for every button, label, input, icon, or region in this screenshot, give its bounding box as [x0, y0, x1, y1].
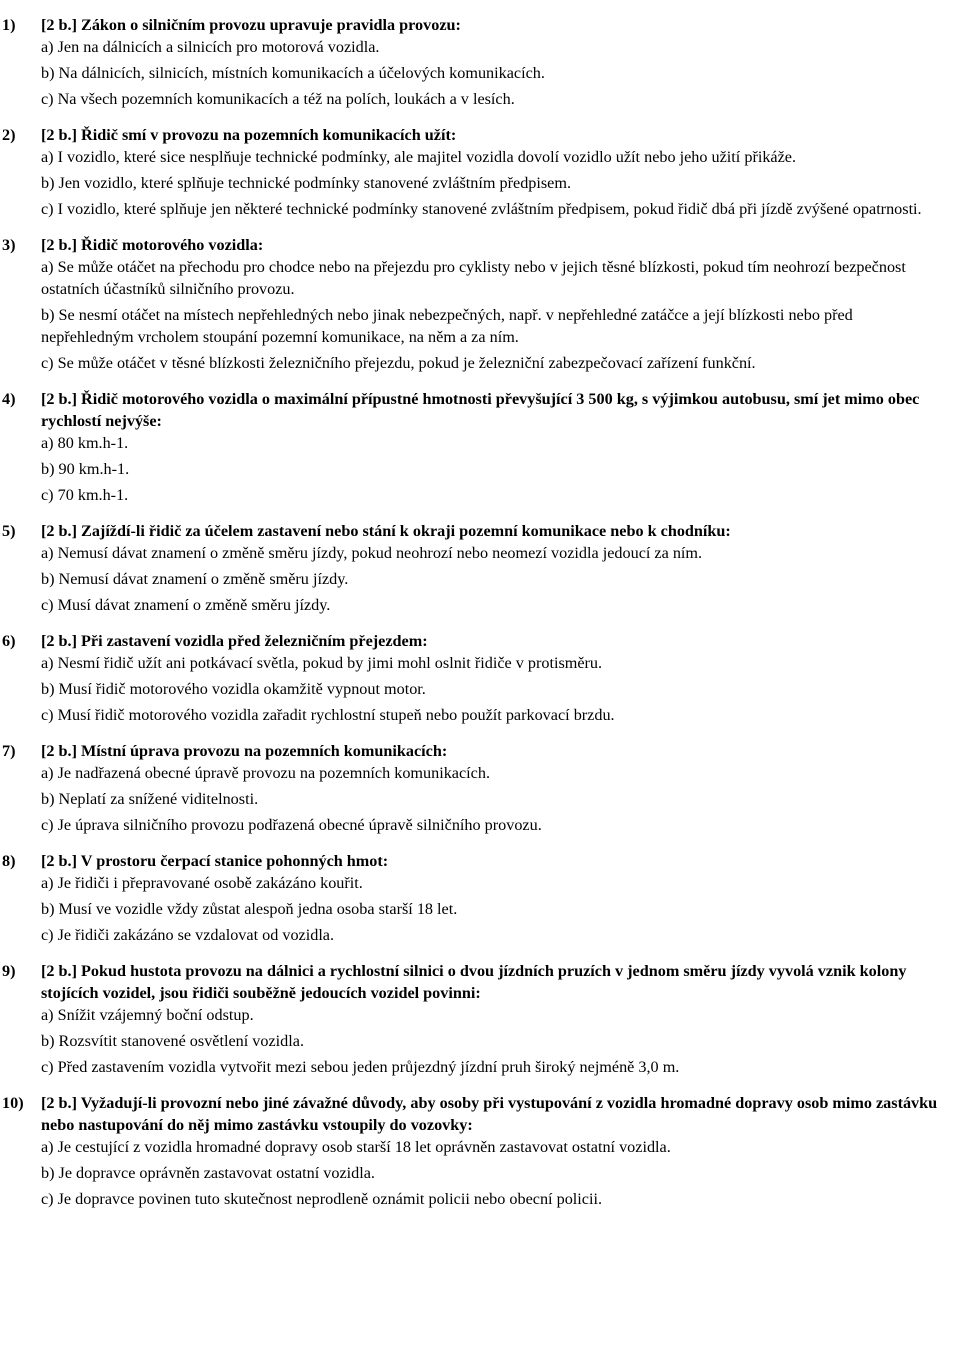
question-text: Řidič smí v provozu na pozemních komunikacích užít:: [81, 126, 457, 144]
question-number: 4): [2, 390, 16, 408]
answer-b: b) Na dálnicích, silnicích, místních komunikacích a účelových komunikacích.: [41, 64, 545, 82]
question-9: [0, 960, 940, 1078]
question-text: Zajíždí-li řidič za účelem zastavení nebo stání k okraji pozemní komunikace nebo k chodníku:: [81, 522, 731, 540]
question-number: 9): [2, 962, 16, 980]
question-points: [2 b.]: [41, 742, 77, 760]
answer-a: a) Je nadřazená obecné úpravě provozu na pozemních komunikacích.: [41, 764, 490, 782]
answer-b: b) Neplatí za snížené viditelnosti.: [41, 790, 259, 808]
answer-c: c) I vozidlo, které splňuje jen některé technické podmínky stanovené zvláštním předpisem, pokud řidič dbá při jízdě zvýšené opatrnosti.: [41, 200, 922, 218]
question-2: [0, 124, 940, 220]
question-10: [0, 1092, 940, 1210]
question-7: [0, 740, 940, 836]
question-6: [0, 630, 940, 726]
question-number: 5): [2, 522, 16, 540]
answer-c: c) Musí řidič motorového vozidla zařadit rychlostní stupeň nebo použít parkovací brzdu.: [41, 706, 615, 724]
answer-a: a) Snížit vzájemný boční odstup.: [41, 1006, 254, 1024]
question-number: 7): [2, 742, 16, 760]
answer-a: a) Je cestující z vozidla hromadné dopravy osob starší 18 let oprávněn zastavovat ostatní vozidla.: [41, 1138, 671, 1156]
question-text: Zákon o silničním provozu upravuje pravidla provozu:: [81, 16, 461, 34]
answer-a: a) I vozidlo, které sice nesplňuje technické podmínky, ale majitel vozidla dovolí vozidlo užít nebo jeho užití přikáže.: [41, 148, 797, 166]
question-4: [0, 388, 940, 506]
answer-c: c) Musí dávat znamení o změně směru jízdy.: [41, 596, 331, 614]
answer-a: a) Se může otáčet na přechodu pro chodce nebo na přejezdu pro cyklisty nebo v jejich těsné blízkosti, pokud tím neohrozí bezpečnost ostatních účastníků silničního provozu.: [41, 258, 906, 298]
question-8: [0, 850, 940, 946]
answer-a: a) Nesmí řidič užít ani potkávací světla, pokud by jimi mohl oslnit řidiče v protisměru.: [41, 654, 603, 672]
question-list: [0, 14, 940, 1210]
question-number: 3): [2, 236, 16, 254]
answer-c: c) Na všech pozemních komunikacích a též na polích, loukách a v lesích.: [41, 90, 515, 108]
answer-c: c) Je dopravce povinen tuto skutečnost neprodleně oznámit policii nebo obecní policii.: [41, 1190, 603, 1208]
question-points: [2 b.]: [41, 522, 77, 540]
question-number: 10): [2, 1094, 24, 1112]
question-points: [2 b.]: [41, 16, 77, 34]
answer-b: b) Se nesmí otáčet na místech nepřehledných nebo jinak nebezpečných, např. v nepřehledné zatáčce a její blízkosti nebo před nepřehledným vrcholem stoupání pozemní komunikace, na něm a za ním.: [41, 306, 853, 346]
question-text: Místní úprava provozu na pozemních komunikacích:: [81, 742, 448, 760]
answer-c: c) Je úprava silničního provozu podřazená obecné úpravě silničního provozu.: [41, 816, 542, 834]
question-number: 6): [2, 632, 16, 650]
answer-a: a) Jen na dálnicích a silnicích pro motorová vozidla.: [41, 38, 380, 56]
question-text: Řidič motorového vozidla:: [81, 236, 264, 254]
answer-a: a) 80 km.h-1.: [41, 434, 129, 452]
question-text: V prostoru čerpací stanice pohonných hmot:: [80, 852, 389, 870]
answer-b: b) 90 km.h-1.: [41, 460, 130, 478]
question-number: 1): [2, 16, 16, 34]
question-text: Pokud hustota provozu na dálnici a rychlostní silnici o dvou jízdních pruzích v jednom směru jízdy vyvolá vznik kolony stojících vozidel, jsou řidiči souběžně jedoucích vozidel povinni:: [41, 962, 907, 1002]
question-number: 2): [2, 126, 16, 144]
answer-b: b) Musí ve vozidle vždy zůstat alespoň jedna osoba starší 18 let.: [41, 900, 458, 918]
answer-a: a) Nemusí dávat znamení o změně směru jízdy, pokud neohrozí nebo neomezí vozidla jedoucí za ním.: [41, 544, 703, 562]
answer-c: c) 70 km.h-1.: [41, 486, 129, 504]
answer-c: c) Před zastavením vozidla vytvořit mezi sebou jeden průjezdný jízdní pruh široký nejméně 3,0 m.: [41, 1058, 680, 1076]
answer-b: b) Jen vozidlo, které splňuje technické podmínky stanovené zvláštním předpisem.: [41, 174, 572, 192]
question-points: [2 b.]: [41, 390, 77, 408]
answer-c: c) Je řidiči zakázáno se vzdalovat od vozidla.: [41, 926, 335, 944]
answer-b: b) Rozsvítit stanovené osvětlení vozidla.: [41, 1032, 304, 1050]
question-points: [2 b.]: [41, 236, 77, 254]
question-1: [0, 14, 940, 110]
answer-b: b) Nemusí dávat znamení o změně směru jízdy.: [41, 570, 349, 588]
question-3: [0, 234, 940, 374]
question-5: [0, 520, 940, 616]
answer-a: a) Je řidiči i přepravované osobě zakázáno kouřit.: [41, 874, 363, 892]
question-text: Při zastavení vozidla před železničním přejezdem:: [81, 632, 428, 650]
answer-b: b) Je dopravce oprávněn zastavovat ostatní vozidla.: [41, 1164, 375, 1182]
answer-c: c) Se může otáčet v těsné blízkosti železničního přejezdu, pokud je železniční zabezpečovací zařízení funkční.: [41, 354, 756, 372]
question-points: [2 b.]: [41, 1094, 77, 1112]
answer-b: b) Musí řidič motorového vozidla okamžitě vypnout motor.: [41, 680, 426, 698]
question-points: [2 b.]: [41, 852, 77, 870]
question-text: Řidič motorového vozidla o maximální přípustné hmotnosti převyšující 3 500 kg, s výjimkou autobusu, smí jet mimo obec rychlostí nejvýše:: [41, 390, 920, 430]
question-number: 8): [2, 852, 16, 870]
question-points: [2 b.]: [41, 962, 77, 980]
question-points: [2 b.]: [41, 126, 77, 144]
question-points: [2 b.]: [41, 632, 77, 650]
question-text: Vyžadují-li provozní nebo jiné závažné důvody, aby osoby při vystupování z vozidla hromadné dopravy osob mimo zastávku nebo nastupování do něj mimo zastávku vstoupily do vozovky:: [41, 1094, 938, 1134]
